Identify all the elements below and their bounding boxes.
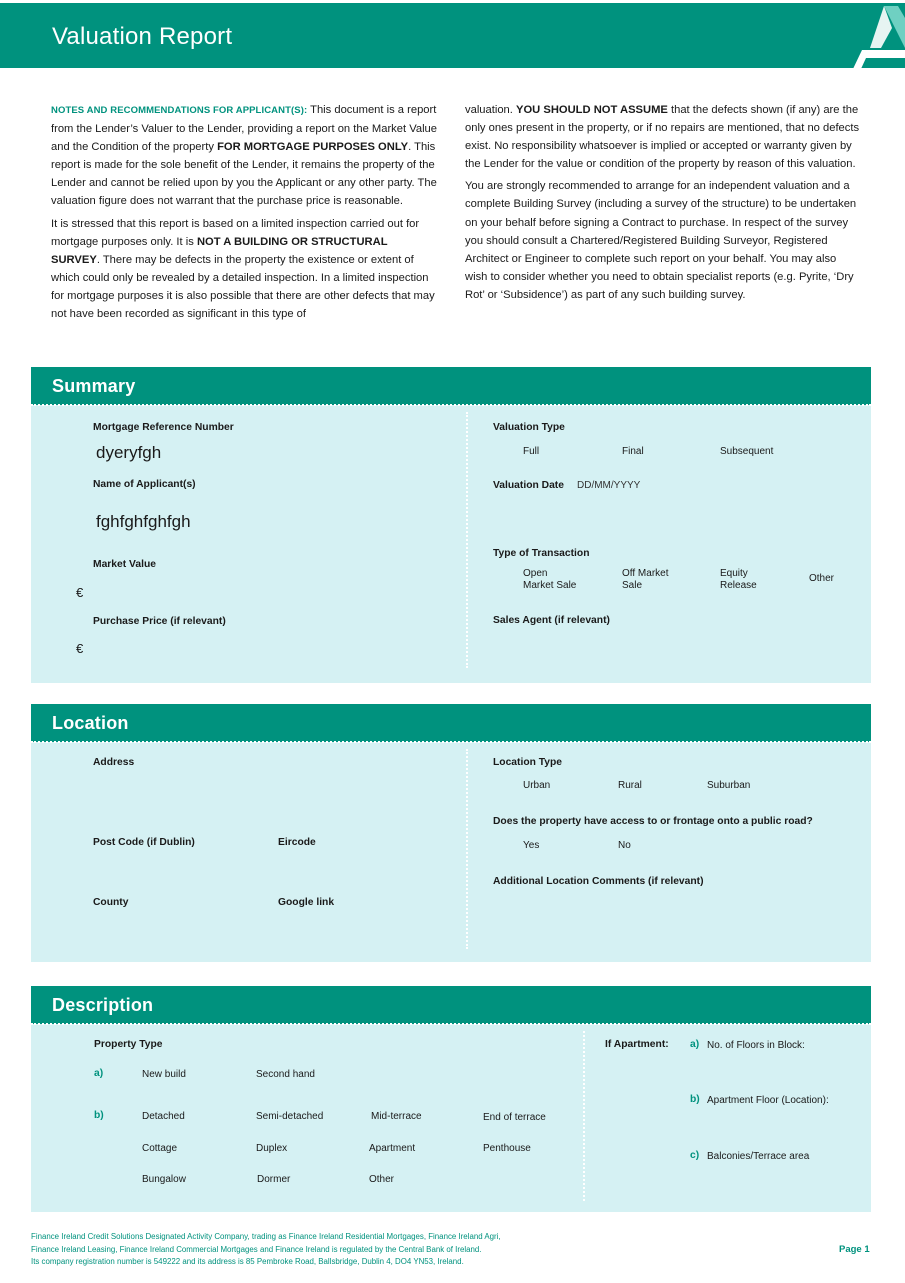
address-field[interactable] bbox=[90, 774, 450, 824]
applicant-name-field[interactable]: fghfghfghfgh bbox=[96, 512, 191, 531]
summary-section-header bbox=[31, 367, 871, 405]
property-type-label: Property Type bbox=[94, 1039, 163, 1050]
mortgage-ref-label: Mortgage Reference Number bbox=[93, 422, 234, 433]
option-a-marker: a) bbox=[94, 1068, 104, 1079]
eircode-label: Eircode bbox=[278, 837, 316, 848]
balconies-label: Balconies/Terrace area bbox=[707, 1151, 810, 1162]
property-second-hand-option[interactable]: Second hand bbox=[256, 1069, 315, 1080]
intro-right-column bbox=[465, 101, 860, 308]
property-bungalow-option[interactable]: Bungalow bbox=[142, 1174, 186, 1185]
applicant-name-label: Name of Applicant(s) bbox=[93, 479, 196, 490]
header-bar bbox=[0, 0, 905, 68]
road-access-label: Does the property have access to or frontage onto a public road? bbox=[493, 816, 813, 827]
location-suburban-option[interactable]: Suburban bbox=[707, 780, 751, 791]
option-b-marker: b) bbox=[94, 1110, 104, 1121]
property-new-build-option[interactable]: New build bbox=[142, 1069, 186, 1080]
property-cottage-option[interactable]: Cottage bbox=[142, 1143, 178, 1154]
purchase-price-label: Purchase Price (if relevant) bbox=[93, 616, 226, 627]
location-comments-label: Additional Location Comments (if relevant) bbox=[493, 876, 704, 887]
purchase-price-currency: € bbox=[76, 641, 84, 656]
sales-agent-label: Sales Agent (if relevant) bbox=[493, 615, 610, 626]
floors-in-block-label: No. of Floors in Block: bbox=[707, 1040, 805, 1051]
market-value-label: Market Value bbox=[93, 559, 156, 570]
property-apartment-option[interactable]: Apartment bbox=[369, 1143, 416, 1154]
dotted-divider bbox=[31, 741, 871, 743]
transaction-off-market-option[interactable]: Off Market Sale bbox=[622, 568, 669, 591]
market-value-field[interactable] bbox=[90, 582, 450, 602]
column-divider bbox=[466, 749, 468, 949]
location-comments-field[interactable] bbox=[490, 893, 850, 943]
dotted-divider bbox=[31, 1023, 871, 1025]
report-title: Valuation Report bbox=[52, 23, 233, 50]
page-number: Page 1 bbox=[839, 1244, 870, 1255]
intro-paragraph: valuation. YOU SHOULD NOT ASSUME that the defects shown (if any) are the only ones present in the property, or if no repairs are mentioned, that no defects exist. No responsibility whatsoever is implied or accepted or warranty given by the Lender for the value or condition of the property by reason of this valuation. bbox=[465, 104, 860, 171]
valuation-type-final-option[interactable]: Final bbox=[622, 446, 644, 457]
property-mid-terrace-option[interactable]: Mid-terrace bbox=[371, 1111, 422, 1122]
apt-c-marker: c) bbox=[690, 1150, 700, 1161]
postcode-label: Post Code (if Dublin) bbox=[93, 837, 195, 848]
dotted-divider bbox=[31, 404, 871, 406]
address-label: Address bbox=[93, 757, 135, 768]
section-title: Description bbox=[52, 995, 154, 1015]
valuation-type-label: Valuation Type bbox=[493, 422, 565, 433]
valuation-type-full-option[interactable]: Full bbox=[523, 446, 540, 457]
sales-agent-field[interactable] bbox=[490, 632, 850, 654]
transaction-type-label: Type of Transaction bbox=[493, 548, 590, 559]
section-title: Summary bbox=[52, 376, 136, 396]
road-access-yes-option[interactable]: Yes bbox=[523, 840, 540, 851]
market-value-currency: € bbox=[76, 585, 84, 600]
apt-a-marker: a) bbox=[690, 1039, 700, 1050]
google-link-label: Google link bbox=[278, 897, 335, 908]
property-penthouse-option[interactable]: Penthouse bbox=[483, 1143, 531, 1154]
county-label: County bbox=[93, 897, 129, 908]
road-access-no-option[interactable]: No bbox=[618, 840, 631, 851]
column-divider bbox=[466, 412, 468, 668]
notes-heading: NOTES AND RECOMMENDATIONS FOR APPLICANT(S): bbox=[51, 105, 308, 116]
intro-paragraph: It is stressed that this report is based on a limited inspection carried out for mortgage purposes only. It is NOT A BUILDING OR STRUCTURAL SURVEY. There may be defects in the property the existence or extent of which could only be revealed by a detailed inspection. In a limited inspection for mortgage purposes it is also possible that there are other defects that may not have been recorded as significant in this type of bbox=[51, 217, 435, 321]
brand-logo-icon bbox=[848, 6, 905, 71]
transaction-other-option[interactable]: Other bbox=[809, 573, 835, 584]
location-urban-option[interactable]: Urban bbox=[523, 780, 551, 791]
intro-left-column bbox=[51, 101, 439, 327]
valuation-date-field[interactable]: DD/MM/YYYY bbox=[577, 480, 641, 491]
intro-paragraph: You are strongly recommended to arrange for an independent valuation and a complete Building Survey (including a survey of the structure) to be undertaken on your behalf before signing a Contract to purchase. In respect of the survey you should consult a Chartered/Registered Building Surveyor, Registered Architect or Engineer to complete such report on your behalf. You may also wish to consider whether you need to obtain specialist reports (e.g. Pyrite, ‘Dry Rot’ or ‘Subsidence’) as part of any such building survey. bbox=[465, 180, 857, 301]
intro-paragraph: NOTES AND RECOMMENDATIONS FOR APPLICANT(S): This document is a report from the Lender’s Valuer to the Lender, providing a report on the Market Value and the Condition of the property FOR MORTGAGE PURPOSES ONLY. This report is made for the sole benefit of the Lender, it remains the property of the Lender and cannot be relied upon by you the Applicant or any other party. The valuation figure does not warrant that the purchase price is reasonable. bbox=[51, 104, 437, 208]
property-dormer-option[interactable]: Dormer bbox=[257, 1174, 291, 1185]
valuation-type-subsequent-option[interactable]: Subsequent bbox=[720, 446, 774, 457]
purchase-price-field[interactable] bbox=[90, 638, 450, 658]
location-section-header bbox=[31, 704, 871, 742]
mortgage-ref-field[interactable]: dyeryfgh bbox=[96, 443, 162, 462]
property-other-option[interactable]: Other bbox=[369, 1174, 395, 1185]
valuation-date-label: Valuation Date bbox=[493, 480, 564, 491]
location-type-label: Location Type bbox=[493, 757, 563, 768]
property-semi-detached-option[interactable]: Semi-detached bbox=[256, 1111, 324, 1122]
apt-b-marker: b) bbox=[690, 1094, 700, 1105]
apartment-floor-label: Apartment Floor (Location): bbox=[707, 1095, 829, 1106]
transaction-equity-release-option[interactable]: Equity Release bbox=[720, 568, 757, 591]
section-title: Location bbox=[52, 713, 129, 733]
property-detached-option[interactable]: Detached bbox=[142, 1111, 185, 1122]
property-duplex-option[interactable]: Duplex bbox=[256, 1143, 288, 1154]
location-rural-option[interactable]: Rural bbox=[618, 780, 642, 791]
description-section-header bbox=[31, 986, 871, 1024]
property-end-of-terrace-option[interactable]: End of terrace bbox=[483, 1112, 546, 1123]
footer-legal-text: Finance Ireland Credit Solutions Designated Activity Company, trading as Finance Ireland Residential Mortgages, Finance Ireland Agri, Finance Ireland Leasing, Finance Ireland Commercial Mortgages and Finance Ireland is regulated by the Central Bank of Ireland. Its company registration number is 549222 and its address is 85 Pembroke Road, Ballsbridge, Dublin 4, DO4 YN53, Ireland. bbox=[31, 1232, 501, 1267]
transaction-open-market-option[interactable]: Open Market Sale bbox=[523, 568, 577, 591]
column-divider bbox=[583, 1031, 585, 1201]
if-apartment-label: If Apartment: bbox=[605, 1039, 669, 1050]
